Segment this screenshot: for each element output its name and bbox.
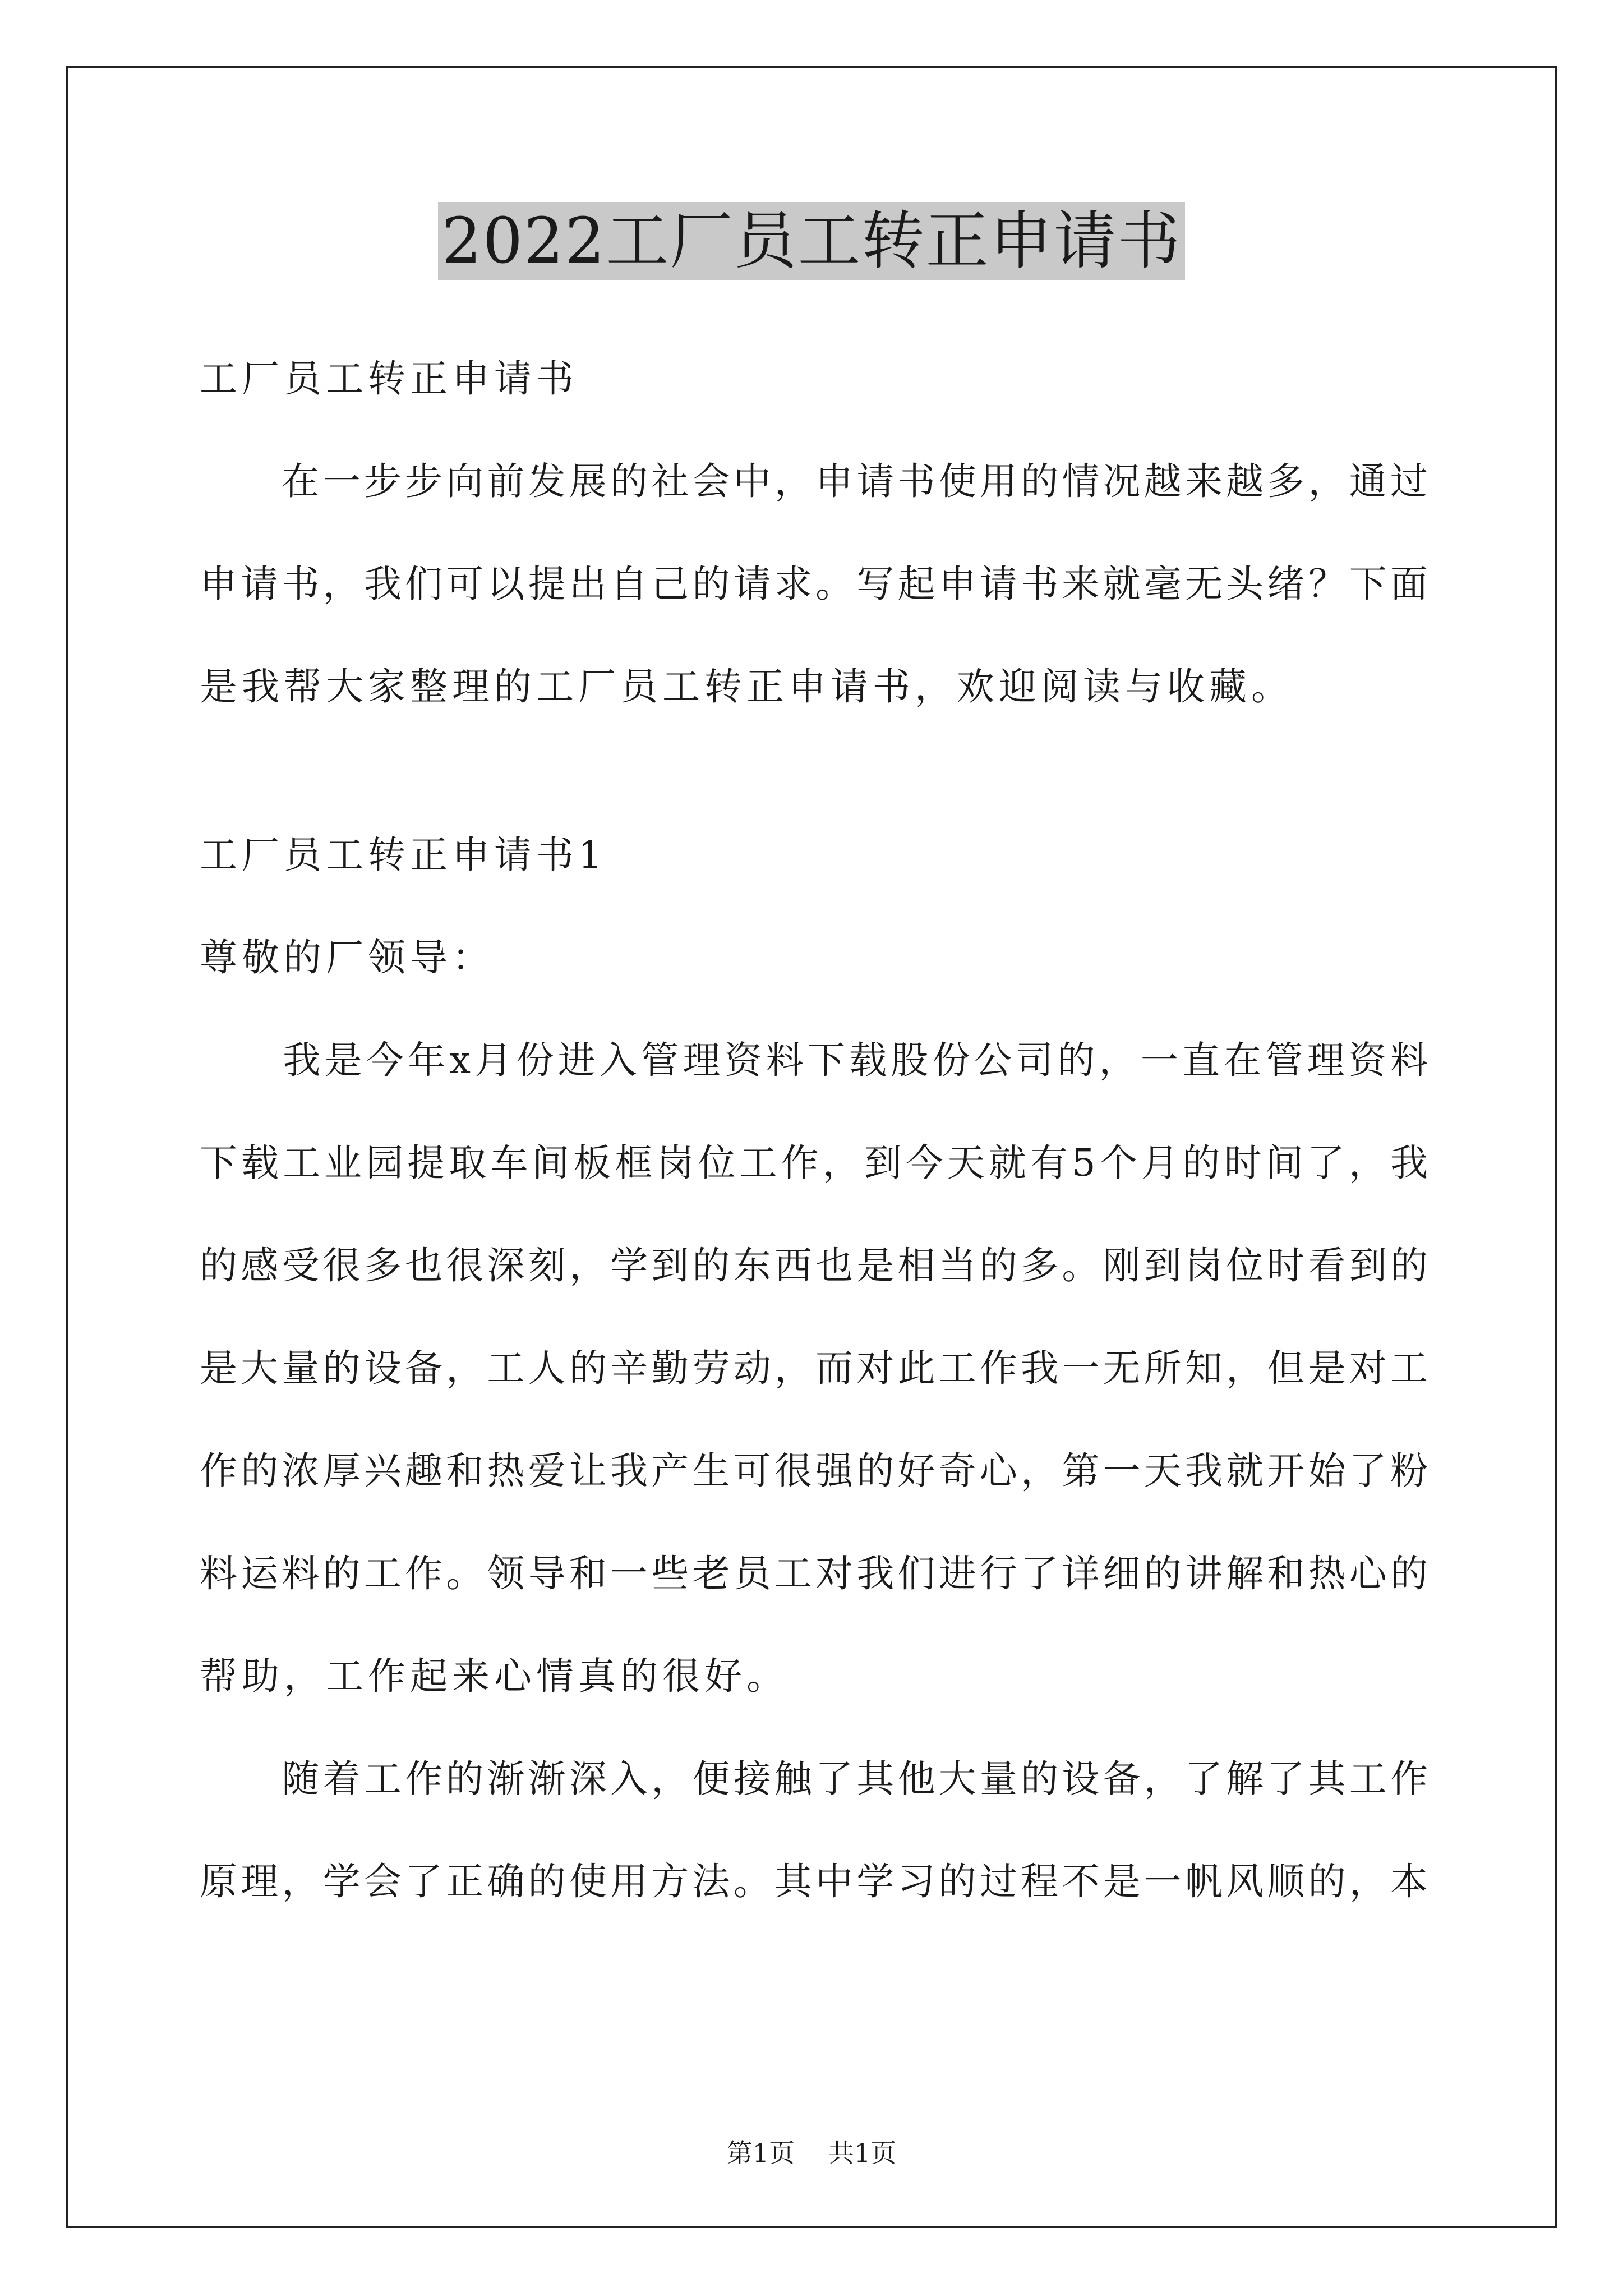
page-footer [0,2136,1623,2170]
body-line: 是大量的设备，工人的辛勤劳动，而对此工作我一无所知，但是对工 [200,1346,1428,1390]
body-line: 随着工作的渐渐深入，便接触了其他大量的设备，了解了其工作 [200,1757,1428,1801]
intro-line: 在一步步向前发展的社会中，申请书使用的情况越来越多，通过 [200,459,1428,503]
body-line: 原理，学会了正确的使用方法。其中学习的过程不是一帆风顺的，本 [200,1860,1428,1903]
document-title: 2022工厂员工转正申请书 [438,202,1184,280]
page-number: 第1页 [726,2138,795,2168]
intro-line: 是我帮大家整理的工厂员工转正申请书，欢迎阅读与收藏。 [200,665,1293,708]
body-line: 帮助，工作起来心情真的很好。 [200,1654,789,1698]
salutation: 尊敬的厂领导： [200,936,494,979]
subtitle: 工厂员工转正申请书 [200,357,578,401]
body-line: 的感受很多也很深刻，学到的东西也是相当的多。刚到岗位时看到的 [200,1244,1428,1287]
body-line: 下载工业园提取车间板框岗位工作，到今天就有5个月的时间了，我 [200,1141,1428,1185]
page-count: 共1页 [828,2138,897,2168]
intro-line: 申请书，我们可以提出自己的请求。写起申请书来就毫无头绪？下面 [200,562,1428,606]
body-line: 作的浓厚兴趣和热爱让我产生可很强的好奇心，第一天我就开始了粉 [200,1449,1428,1493]
body-line: 我是今年x月份进入管理资料下载股份公司的，一直在管理资料 [200,1038,1428,1082]
section-heading: 工厂员工转正申请书1 [200,833,607,877]
title-area [0,202,1623,280]
body-line: 料运料的工作。领导和一些老员工对我们进行了详细的讲解和热心的 [200,1552,1428,1595]
document-body [200,348,1428,1953]
